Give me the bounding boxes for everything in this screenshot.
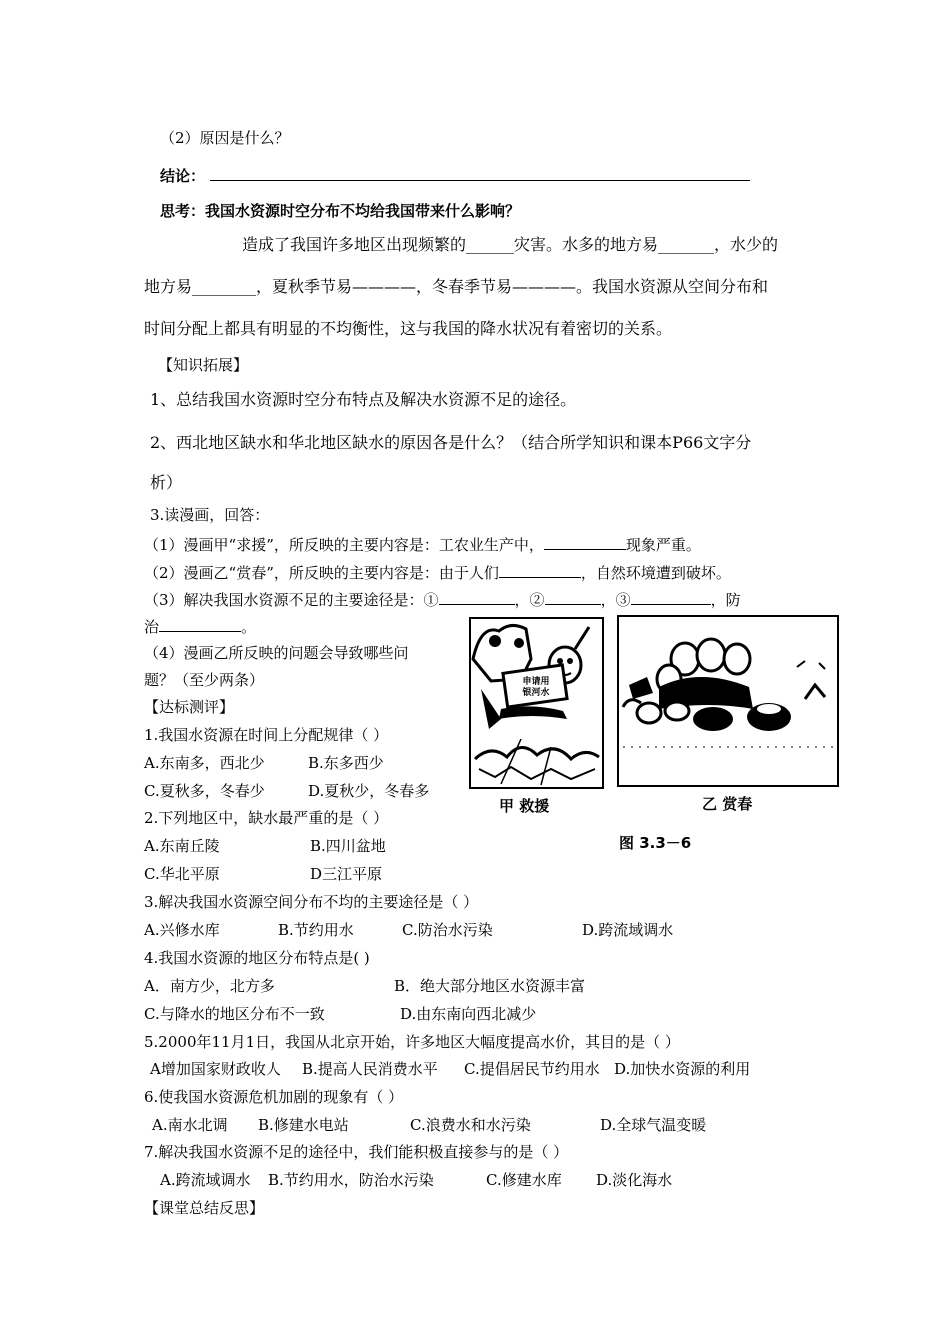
paragraph-line-1: 造成了我国许多地区出现频繁的______灾害。水多的地方易_______，水少的 (242, 235, 779, 254)
test-q1-options-ab: A.东南多，西北少 B.东多西少 (144, 754, 384, 772)
test-q4-options-cd: C.与降水的地区分布不一致 D.由东南向西北减少 (144, 1005, 537, 1023)
extension-item-2: 2、西北地区缺水和华北地区缺水的原因各是什么？（结合所学知识和课本P66文字分 (150, 433, 752, 452)
test-question-2: 2.下列地区中，缺水最严重的是（ ） (144, 809, 389, 827)
test-question-1: 1.我国水资源在时间上分配规律（ ） (144, 726, 389, 744)
paragraph-line-3: 时间分配上都具有明显的不均衡性，这与我国的降水状况有着密切的关系。 (144, 319, 673, 338)
test-question-5: 5.2000年11月1日，我国从北京开始，许多地区大幅度提高水价，其目的是（ ） (144, 1033, 680, 1051)
blank-5[interactable] (631, 588, 711, 605)
figure-caption: 图 3.3－6 (619, 834, 692, 852)
cartoon-b-caption: 乙 赏春 (702, 795, 753, 813)
test-q6-options: A.南水北调 B.修建水电站 C.浪费水和水污染 D.全球气温变暖 (152, 1116, 707, 1134)
cartoon-question-2: （2）漫画乙“赏春”，所反映的主要内容是：由于人们 ，自然环境遭到破坏。 (144, 561, 731, 583)
conclusion-blank[interactable] (210, 164, 750, 181)
cartoon-question-4: （4）漫画乙所反映的问题会导致哪些问 (144, 644, 409, 662)
section-class-summary: 【课堂总结反思】 (144, 1199, 265, 1217)
cartoon-question-3: （3）解决我国水资源不足的主要途径是：① ，② ，③ ，防 (144, 588, 741, 610)
paragraph-line-2: 地方易________，夏秋季节易————，冬春季节易————。我国水资源从空间分布和 (144, 277, 769, 296)
test-question-6: 6.使我国水资源危机加剧的现象有（ ） (144, 1088, 404, 1106)
cartoon-b-drawing (619, 617, 837, 785)
extension-item-1: 1、总结我国水资源时空分布特点及解决水资源不足的途径。 (150, 390, 577, 409)
cartoon-a-sign: 申请用 银河水 (522, 677, 550, 698)
blank-4[interactable] (545, 588, 601, 605)
blank-6[interactable] (159, 615, 241, 632)
test-q2-options-cd: C.华北平原 D三江平原 (144, 865, 383, 883)
extension-item-3: 3.读漫画，回答： (150, 506, 270, 524)
blank-3[interactable] (439, 588, 515, 605)
think-question: 思考：我国水资源时空分布不均给我国带来什么影响？ (160, 202, 521, 220)
cartoon-a-drawing (471, 619, 602, 787)
conclusion-row (160, 164, 750, 186)
section-knowledge-extension: 【知识拓展】 (158, 356, 249, 374)
extension-item-2-cont: 析） (150, 473, 183, 492)
cartoon-question-4-cont: 题？（至少两条） (144, 671, 265, 689)
test-question-3: 3.解决我国水资源空间分布不均的主要途径是（ ） (144, 893, 479, 911)
cartoon-a-frame (469, 617, 604, 789)
blank-1[interactable] (544, 533, 626, 550)
cartoon-b-frame (617, 615, 839, 787)
test-q3-options: A.兴修水库 B.节约用水 C.防治水污染 D.跨流域调水 (144, 921, 674, 939)
cartoon-question-1: （1）漫画甲“求援”，所反映的主要内容是：工农业生产中， 现象严重。 (144, 533, 701, 555)
test-question-7: 7.解决我国水资源不足的途径中，我们能积极直接参与的是（ ） (144, 1143, 569, 1161)
test-q5-options: A增加国家财政收人 B.提高人民消费水平 C.提倡居民节约用水 D.加快水资源的利用 (150, 1060, 751, 1078)
test-question-4: 4.我国水资源的地区分布特点是( ) (144, 949, 370, 967)
conclusion-label: 结论： (160, 167, 206, 185)
test-q4-options-ab: A．南方少，北方多 B．绝大部分地区水资源丰富 (144, 977, 586, 995)
cartoon-a-caption: 甲 救援 (499, 797, 550, 815)
blank-2[interactable] (499, 561, 581, 578)
test-q7-options: A.跨流域调水 B.节约用水，防治水污染 C.修建水库 D.淡化海水 (160, 1171, 673, 1189)
cartoon-question-3-cont: 治 。 (144, 615, 256, 637)
test-q2-options-ab: A.东南丘陵 B.四川盆地 (144, 837, 386, 855)
test-q1-options-cd: C.夏秋多，冬春少 D.夏秋少，冬春多 (144, 782, 430, 800)
section-assessment: 【达标测评】 (144, 698, 235, 716)
question-2: （2）原因是什么？ (160, 129, 290, 147)
